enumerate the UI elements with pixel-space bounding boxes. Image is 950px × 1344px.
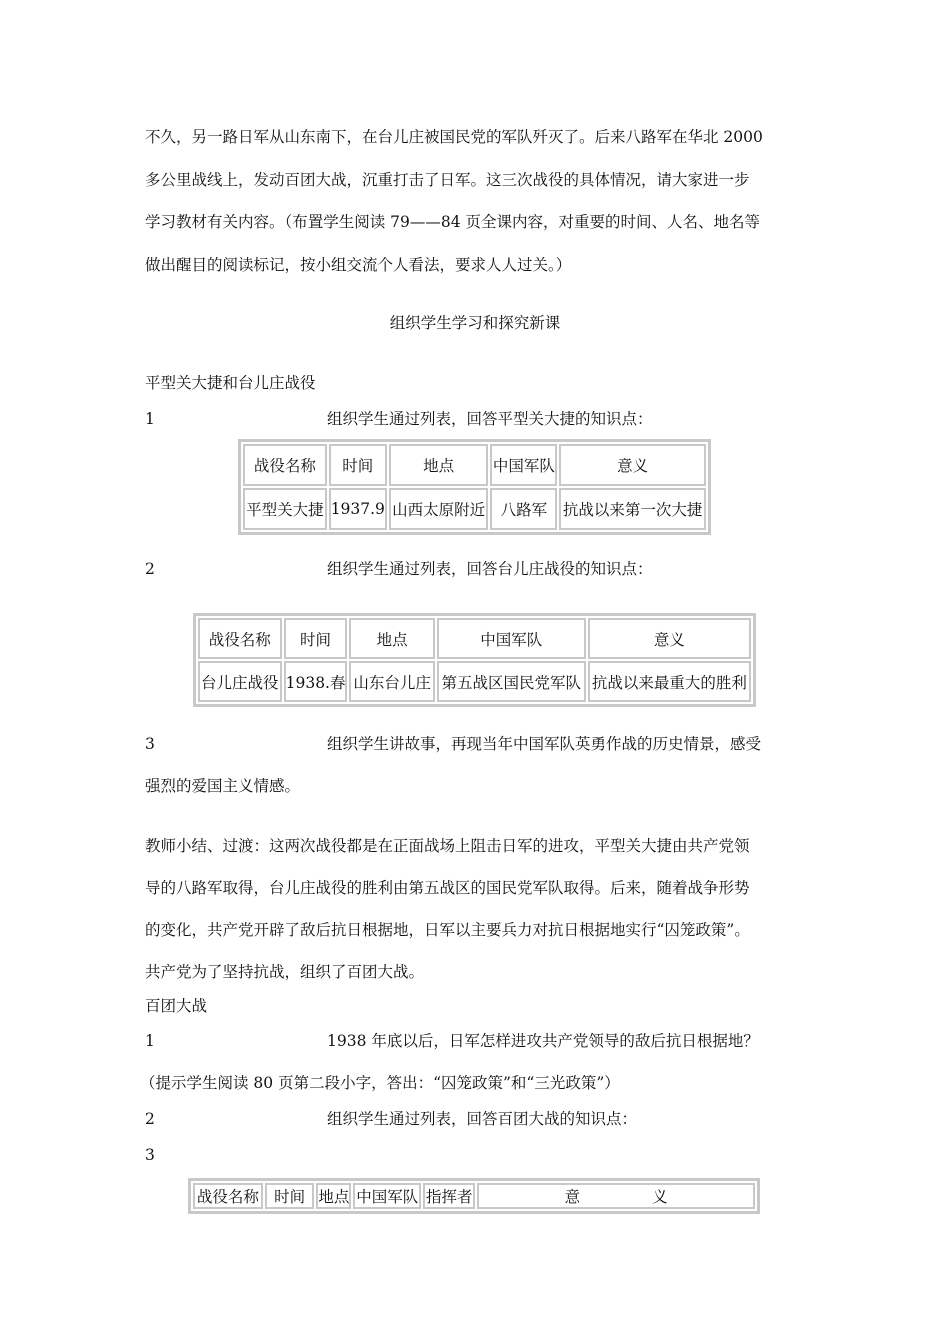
table-header-cell: 时间: [329, 444, 387, 486]
table-header-cell: 地点: [316, 1183, 351, 1209]
item-number: 1: [145, 1032, 155, 1050]
table-header-cell: 意义: [588, 618, 751, 659]
intro-line-3: 学习教材有关内容。（布置学生阅读 79——84 页全课内容，对重要的时间、人名、地名等: [145, 213, 761, 231]
section-heading: 组织学生学习和探究新课: [389, 314, 561, 332]
table-cell: 山西太原附近: [389, 488, 488, 530]
part1-item-3-continued: 强烈的爱国主义情感。: [145, 777, 301, 795]
item-text: 1938 年底以后，日军怎样进攻共产党领导的敌后抗日根据地？: [327, 1032, 759, 1050]
item-text: 组织学生讲故事，再现当年中国军队英勇作战的历史情景，感受: [327, 735, 762, 753]
item-number: 1: [145, 410, 155, 428]
table-cell: 八路军: [490, 488, 557, 530]
table-cell: 抗战以来第一次大捷: [559, 488, 706, 530]
item-text: 组织学生通过列表，回答平型关大捷的知识点：: [327, 410, 653, 428]
item-number: 2: [145, 1110, 155, 1128]
intro-line-2: 多公里战线上，发动百团大战，沉重打击了日军。这三次战役的具体情况，请大家进一步: [145, 171, 750, 189]
summary-line-1: 教师小结、过渡：这两次战役都是在正面战场上阻击日军的进攻，平型关大捷由共产党领: [145, 837, 750, 855]
table-header-cell: 中国军队: [490, 444, 557, 486]
table-header-cell: 战役名称: [243, 444, 327, 486]
summary-line-3: 的变化，共产党开辟了敌后抗日根据地，日军以主要兵力对抗日根据地实行“囚笼政策”。: [145, 921, 750, 939]
significance-char-1: 意: [564, 1188, 581, 1206]
table-header-cell: 意义: [559, 444, 706, 486]
table-cell: 第五战区国民党军队: [437, 661, 586, 702]
table-cell: 台儿庄战役: [198, 661, 282, 702]
intro-line-4: 做出醒目的阅读标记，按小组交流个人看法，要求人人过关。）: [145, 256, 572, 274]
table-pingxingguan: [238, 439, 711, 535]
item-text: 组织学生通过列表，回答百团大战的知识点：: [327, 1110, 638, 1128]
significance-char-2: 义: [652, 1188, 668, 1206]
item-text: 组织学生通过列表，回答台儿庄战役的知识点：: [327, 560, 653, 578]
table-cell: 平型关大捷: [243, 488, 327, 530]
intro-line-1: 不久，另一路日军从山东南下，在台儿庄被国民党的军队歼灭了。后来八路军在华北 2000: [145, 128, 763, 146]
table-cell: 1938.春: [284, 661, 348, 702]
table-header-cell: 中国军队: [437, 618, 586, 659]
item-number: 3: [145, 735, 155, 753]
table-cell: 山东台儿庄: [349, 661, 434, 702]
table-cell: 1937.9: [329, 488, 387, 530]
part2-hint: （提示学生阅读 80 页第二段小字，答出：“囚笼政策”和“三光政策”）: [140, 1074, 620, 1092]
table-header-cell: 中国军队: [353, 1183, 421, 1209]
table-header-cell: 地点: [349, 618, 434, 659]
part1-title: 平型关大捷和台儿庄战役: [145, 374, 316, 392]
table-taierzhuang: [193, 613, 756, 707]
table-baituan: [188, 1178, 760, 1214]
summary-line-4: 共产党为了坚持抗战，组织了百团大战。: [145, 963, 425, 981]
table-header-cell-significance: [477, 1183, 755, 1209]
item-number: 2: [145, 560, 155, 578]
table-header-cell: 指挥者: [423, 1183, 475, 1209]
summary-line-2: 导的八路军取得，台儿庄战役的胜利由第五战区的国民党军队取得。后来，随着战争形势: [145, 879, 750, 897]
table-cell: 抗战以来最重大的胜利: [588, 661, 751, 702]
table-header-cell: 战役名称: [193, 1183, 263, 1209]
table-header-cell: 地点: [389, 444, 488, 486]
part2-title: 百团大战: [145, 997, 208, 1015]
table-header-cell: 时间: [265, 1183, 314, 1209]
item-number: 3: [145, 1146, 155, 1164]
table-header-cell: 战役名称: [198, 618, 282, 659]
table-header-cell: 时间: [284, 618, 348, 659]
